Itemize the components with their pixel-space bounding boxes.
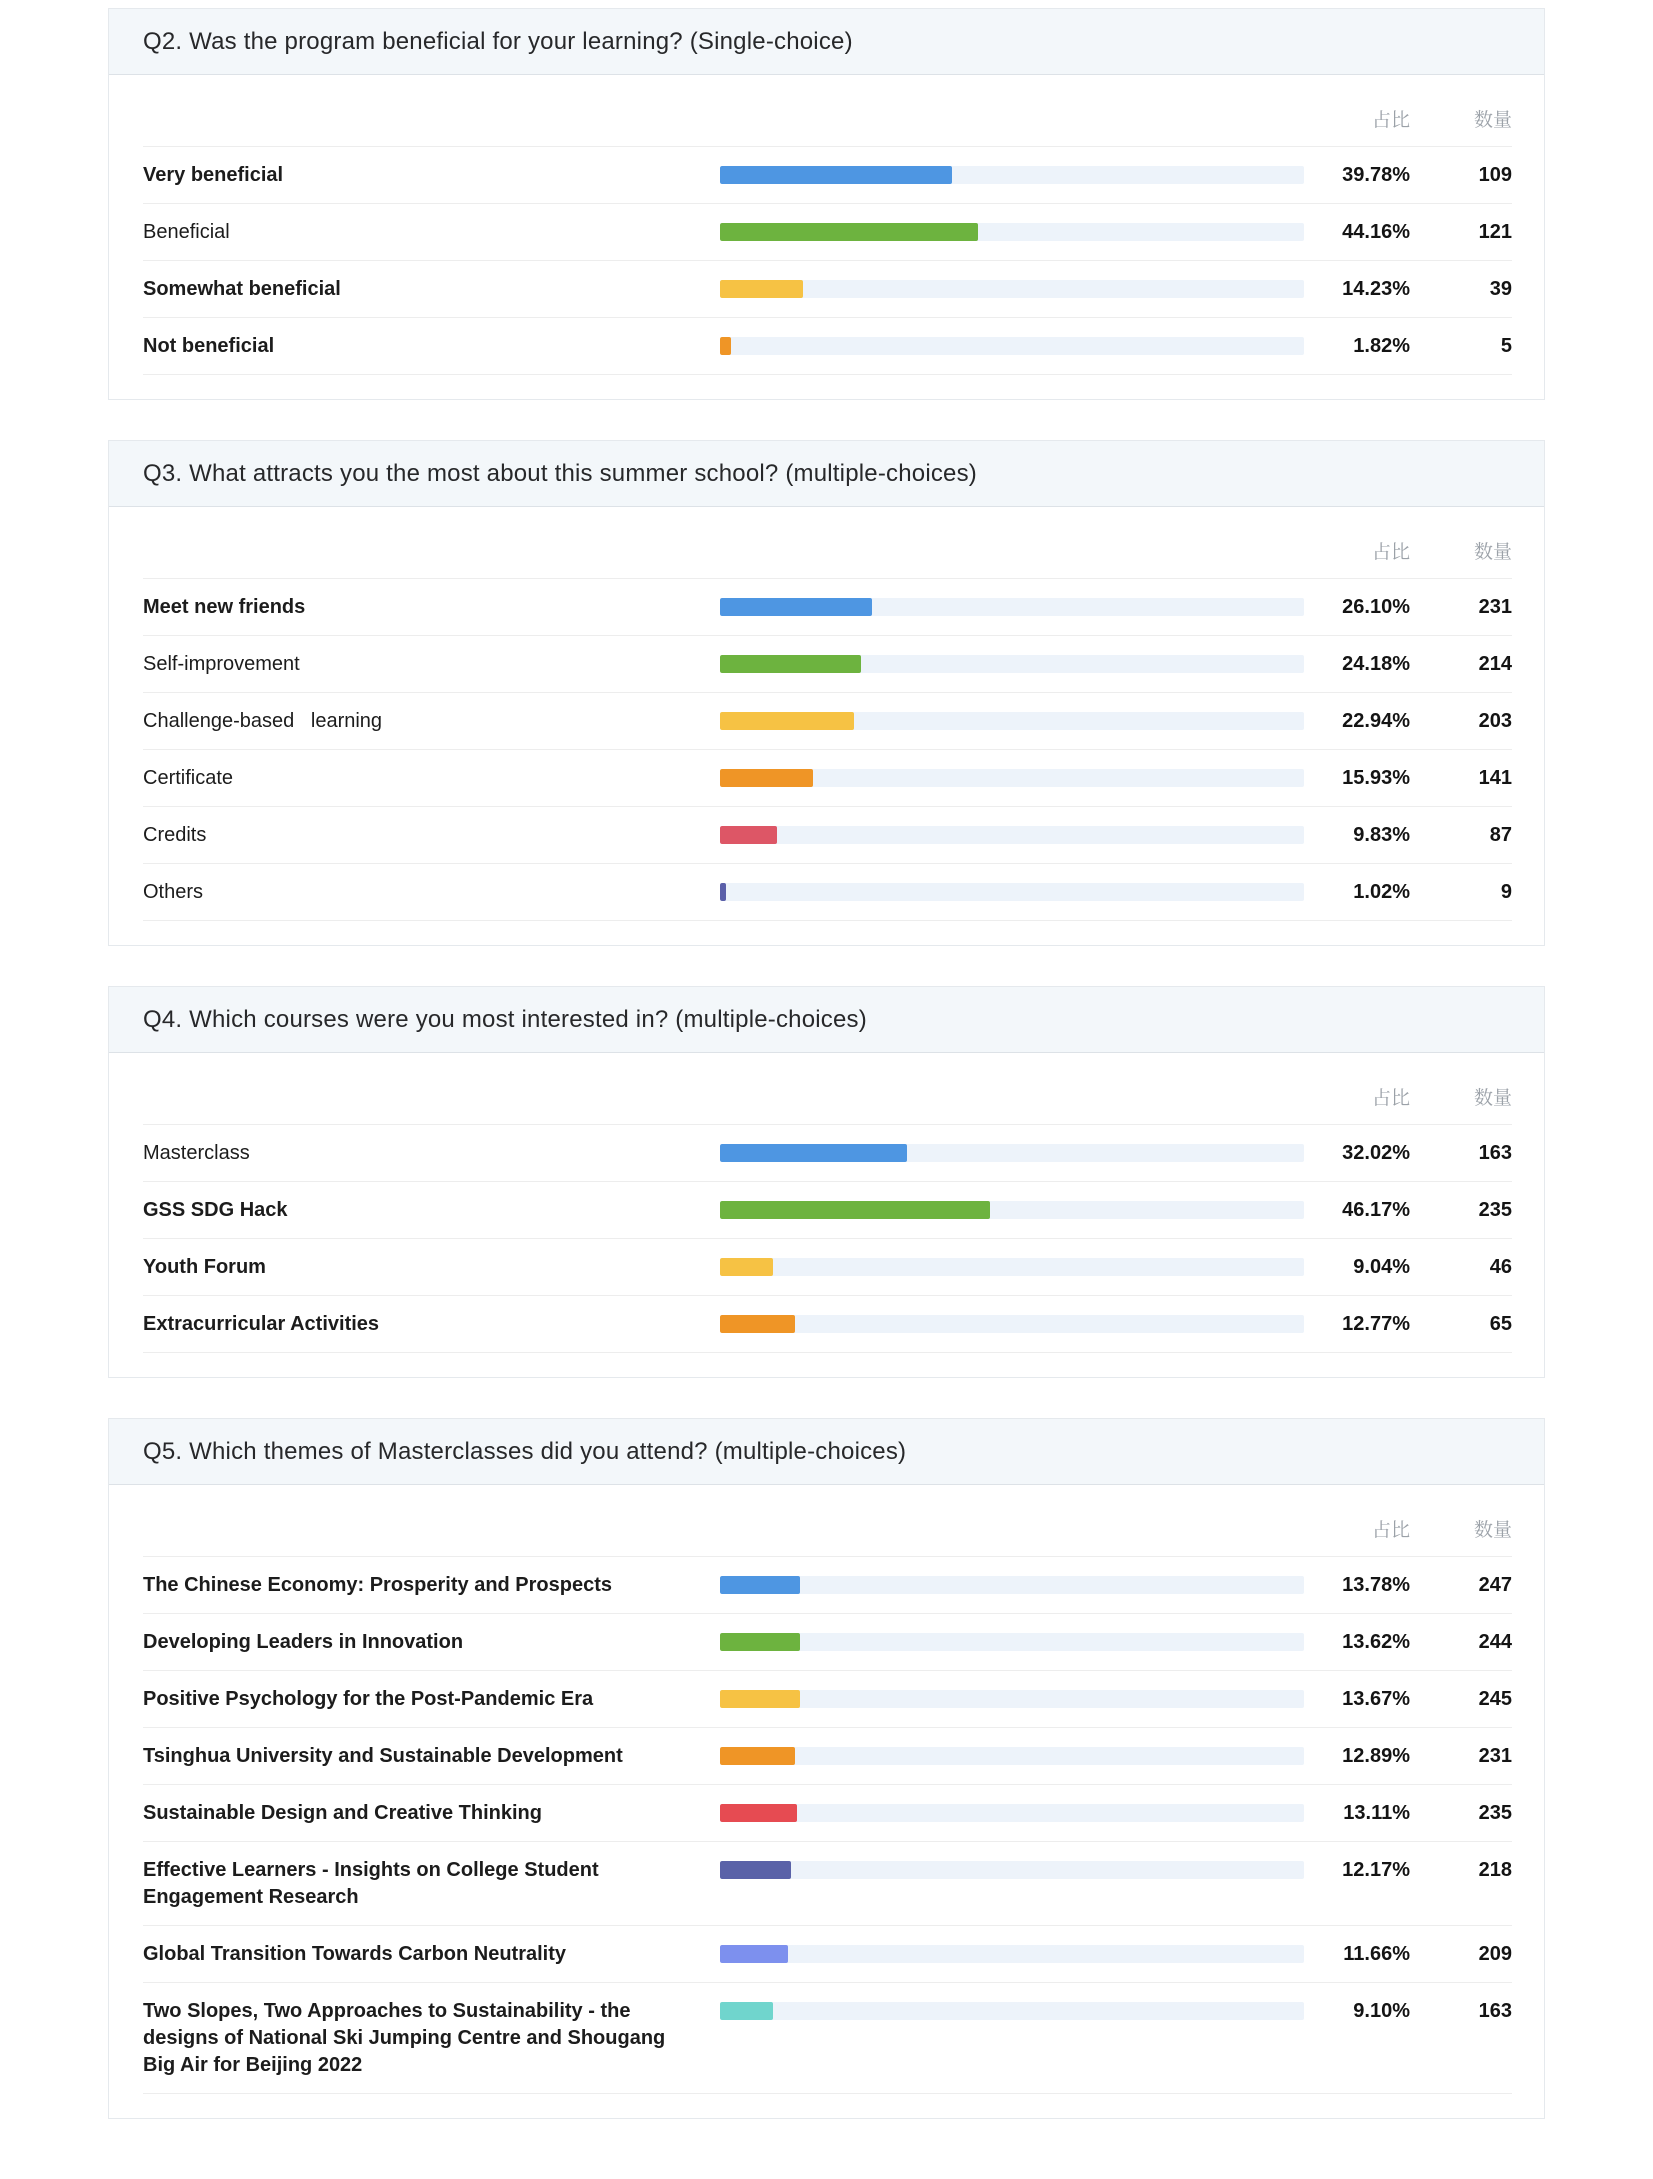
answer-label: Effective Learners - Insights on College Student Engagement Research: [143, 1859, 605, 1908]
answer-row: [143, 317, 1512, 374]
answer-label: Two Slopes, Two Approaches to Sustainability - the designs of National Ski Jumping Centre and Shougang Big Air for Beijing 2022: [143, 2000, 671, 2076]
percent-value: 15.93%: [1342, 767, 1410, 789]
bar-track: [720, 2002, 1304, 2020]
answer-row: [143, 1124, 1512, 1181]
bar-track: [720, 1804, 1304, 1822]
bar-fill: [720, 1258, 773, 1276]
answer-row: [143, 692, 1512, 749]
count-column-header: 数量: [1473, 1088, 1512, 1109]
answer-label: Developing Leaders in Innovation: [143, 1631, 464, 1653]
answer-row: [143, 863, 1512, 920]
bar-track: [720, 883, 1304, 901]
count-value: 218: [1478, 1859, 1512, 1881]
question-body: [109, 1485, 1544, 2118]
answer-row: [143, 260, 1512, 317]
answer-row: [143, 1925, 1512, 1982]
percent-value: 12.77%: [1342, 1313, 1410, 1335]
answer-label: The Chinese Economy: Prosperity and Prospects: [143, 1574, 613, 1596]
count-value: 163: [1478, 1142, 1512, 1164]
answer-label: Certificate: [143, 767, 234, 789]
count-value: 65: [1489, 1313, 1512, 1335]
bar-track: [720, 1576, 1304, 1594]
answer-row: [143, 1181, 1512, 1238]
answer-row: [143, 749, 1512, 806]
count-value: 109: [1478, 164, 1512, 186]
bar-track: [720, 598, 1304, 616]
answer-row: [143, 203, 1512, 260]
bar-track: [720, 1144, 1304, 1162]
count-value: 235: [1478, 1199, 1512, 1221]
answer-row: [143, 1295, 1512, 1352]
count-value: 39: [1489, 278, 1512, 300]
answer-row: [143, 1670, 1512, 1727]
answer-row: [143, 635, 1512, 692]
bar-track: [720, 1747, 1304, 1765]
bar-fill: [720, 1861, 791, 1879]
count-column-header: 数量: [1473, 1520, 1512, 1541]
bar-fill: [720, 712, 854, 730]
bar-track: [720, 826, 1304, 844]
percent-value: 11.66%: [1343, 1943, 1410, 1965]
count-value: 121: [1478, 221, 1512, 243]
question-card: [108, 8, 1545, 400]
bar-fill: [720, 2002, 773, 2020]
count-value: 46: [1489, 1256, 1512, 1278]
bar-fill: [720, 826, 777, 844]
bar-track: [720, 655, 1304, 673]
answer-rows: [143, 1556, 1512, 2094]
count-value: 9: [1500, 881, 1512, 903]
question-title: Q3. What attracts you the most about this summer school? (multiple-choices): [143, 460, 977, 487]
count-value: 235: [1478, 1802, 1512, 1824]
question-cards-container: [108, 8, 1545, 2119]
bar-track: [720, 1633, 1304, 1651]
answer-rows: [143, 578, 1512, 921]
answer-label: Self-improvement: [143, 653, 300, 675]
question-header: [109, 1419, 1544, 1485]
question-card: [108, 1418, 1545, 2119]
bar-track: [720, 1258, 1304, 1276]
bar-track: [720, 166, 1304, 184]
answer-row: [143, 1613, 1512, 1670]
bar-track: [720, 337, 1304, 355]
bar-track: [720, 1945, 1304, 1963]
percent-value: 1.02%: [1353, 881, 1410, 903]
bar-fill: [720, 280, 803, 298]
answer-label: Sustainable Design and Creative Thinking: [143, 1802, 542, 1824]
percent-value: 39.78%: [1342, 164, 1410, 186]
answer-label: Beneficial: [143, 221, 230, 243]
question-body: [109, 75, 1544, 399]
bar-track: [720, 769, 1304, 787]
percent-value: 44.16%: [1342, 221, 1410, 243]
bar-fill: [720, 223, 978, 241]
count-value: 87: [1489, 824, 1512, 846]
bar-fill: [720, 1690, 800, 1708]
percent-value: 13.62%: [1342, 1631, 1410, 1653]
percent-column-header: 占比: [1371, 542, 1410, 563]
bar-track: [720, 1861, 1304, 1879]
bar-fill: [720, 1201, 990, 1219]
answer-row: [143, 1727, 1512, 1784]
count-column-header: 数量: [1473, 110, 1512, 131]
answer-row: [143, 806, 1512, 863]
bar-track: [720, 1201, 1304, 1219]
percent-value: 12.17%: [1342, 1859, 1410, 1881]
answer-label: Masterclass: [143, 1142, 250, 1164]
percent-value: 13.11%: [1343, 1802, 1410, 1824]
bar-fill: [720, 1804, 797, 1822]
question-header: [109, 441, 1544, 507]
answer-label: Credits: [143, 824, 207, 846]
bar-track: [720, 712, 1304, 730]
bar-fill: [720, 769, 813, 787]
answer-label: Youth Forum: [143, 1256, 266, 1278]
columns-header: [143, 85, 1512, 146]
question-card: [108, 440, 1545, 946]
answer-label: Very beneficial: [143, 164, 284, 186]
question-card: [108, 986, 1545, 1378]
bar-track: [720, 1315, 1304, 1333]
answer-row: [143, 1841, 1512, 1925]
percent-value: 46.17%: [1342, 1199, 1410, 1221]
answer-label: Tsinghua University and Sustainable Development: [143, 1745, 623, 1767]
count-value: 5: [1500, 335, 1512, 357]
answer-label: Positive Psychology for the Post-Pandemic Era: [143, 1688, 594, 1710]
count-value: 245: [1478, 1688, 1512, 1710]
answer-row: [143, 578, 1512, 635]
answer-label: Challenge-based learning: [143, 710, 383, 732]
question-body: [109, 507, 1544, 945]
columns-header: [143, 1495, 1512, 1556]
bar-fill: [720, 166, 952, 184]
bar-fill: [720, 337, 731, 355]
question-header: [109, 9, 1544, 75]
question-body: [109, 1053, 1544, 1377]
question-title: Q4. Which courses were you most interested in? (multiple-choices): [143, 1006, 867, 1033]
count-column-header: 数量: [1473, 542, 1512, 563]
question-title: Q5. Which themes of Masterclasses did you attend? (multiple-choices): [143, 1438, 907, 1465]
percent-value: 26.10%: [1342, 596, 1410, 618]
bar-fill: [720, 1945, 788, 1963]
percent-value: 13.78%: [1342, 1574, 1410, 1596]
bar-fill: [720, 1747, 795, 1765]
answer-row: [143, 1556, 1512, 1613]
count-value: 231: [1478, 596, 1512, 618]
count-value: 209: [1478, 1943, 1512, 1965]
count-value: 214: [1478, 653, 1512, 675]
answer-rows: [143, 1124, 1512, 1353]
bar-fill: [720, 1315, 795, 1333]
answer-label: Global Transition Towards Carbon Neutrality: [143, 1943, 567, 1965]
percent-value: 14.23%: [1342, 278, 1410, 300]
percent-value: 1.82%: [1353, 335, 1410, 357]
count-value: 231: [1478, 1745, 1512, 1767]
columns-header: [143, 517, 1512, 578]
bar-fill: [720, 655, 861, 673]
percent-value: 12.89%: [1342, 1745, 1410, 1767]
answer-row: [143, 1784, 1512, 1841]
count-value: 203: [1478, 710, 1512, 732]
question-title: Q2. Was the program beneficial for your learning? (Single-choice): [143, 28, 853, 55]
answer-rows: [143, 146, 1512, 375]
percent-value: 9.83%: [1353, 824, 1410, 846]
answer-label: Meet new friends: [143, 596, 306, 618]
percent-column-header: 占比: [1371, 1520, 1410, 1541]
answer-row: [143, 146, 1512, 203]
percent-value: 9.10%: [1353, 2000, 1410, 2022]
answer-label: Extracurricular Activities: [143, 1313, 380, 1335]
bar-fill: [720, 883, 726, 901]
count-value: 244: [1478, 1631, 1512, 1653]
bar-fill: [720, 1633, 800, 1651]
answer-label: Somewhat beneficial: [143, 278, 341, 300]
percent-column-header: 占比: [1371, 1088, 1410, 1109]
answer-label: Not beneficial: [143, 335, 275, 357]
count-value: 247: [1478, 1574, 1512, 1596]
bar-track: [720, 280, 1304, 298]
percent-value: 22.94%: [1342, 710, 1410, 732]
answer-label: Others: [143, 881, 204, 903]
answer-label: GSS SDG Hack: [143, 1199, 288, 1221]
question-header: [109, 987, 1544, 1053]
count-value: 141: [1478, 767, 1512, 789]
percent-column-header: 占比: [1371, 110, 1410, 131]
bar-fill: [720, 1576, 800, 1594]
percent-value: 13.67%: [1342, 1688, 1410, 1710]
bar-fill: [720, 598, 872, 616]
answer-row: [143, 1982, 1512, 2093]
count-value: 163: [1478, 2000, 1512, 2022]
bar-track: [720, 1690, 1304, 1708]
percent-value: 32.02%: [1342, 1142, 1410, 1164]
bar-track: [720, 223, 1304, 241]
percent-value: 24.18%: [1342, 653, 1410, 675]
bar-fill: [720, 1144, 907, 1162]
percent-value: 9.04%: [1353, 1256, 1410, 1278]
columns-header: [143, 1063, 1512, 1124]
answer-row: [143, 1238, 1512, 1295]
